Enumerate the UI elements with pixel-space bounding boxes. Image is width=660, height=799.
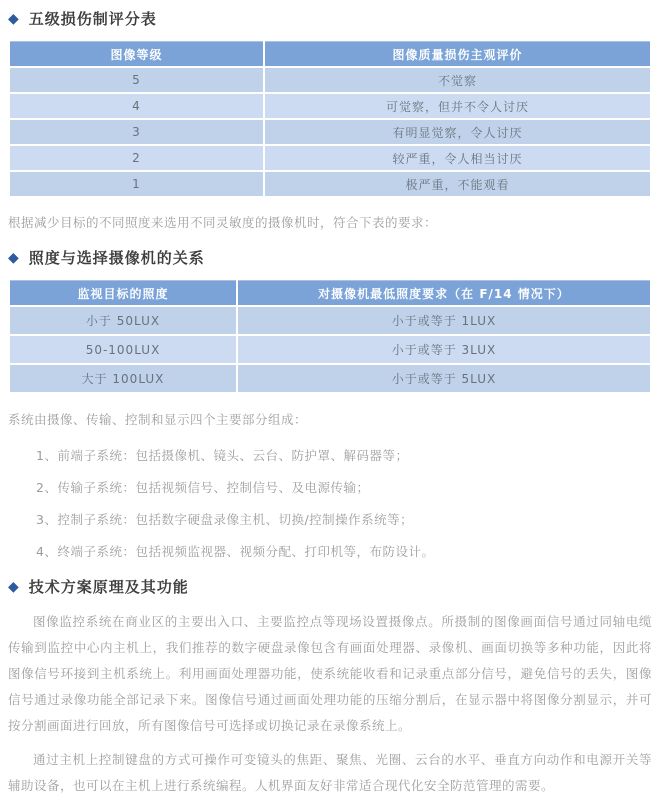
diamond-icon: ◆ (8, 10, 20, 27)
diamond-icon: ◆ (8, 578, 20, 595)
note-paragraph: 根据减少目标的不同照度来选用不同灵敏度的摄像机时，符合下表的要求： (8, 215, 438, 230)
table-cell: 1 (9, 171, 264, 197)
table-header-cell: 图像质量损伤主观评价 (264, 42, 651, 68)
list-item: 4、终端子系统：包括视频监视器、视频分配、打印机等，布防设计。 (36, 544, 435, 559)
diamond-icon: ◆ (8, 249, 20, 266)
section-heading-damage (8, 8, 652, 29)
list-item: 3、控制子系统：包括数字硬盘录像主机、切换/控制操作系统等； (36, 512, 414, 527)
section-heading-tech (8, 576, 652, 597)
table-row (9, 171, 651, 197)
table-cell: 50-100LUX (9, 335, 237, 364)
tech-paragraph-1: 图像监控系统在商业区的主要出入口、主要监控点等现场设置摄像点。所摄制的图像画面信号通过同轴电缆传输到监控中心内主机上，我们推荐的数字硬盘录像包含有画面处理器、录像机、画面切换等多种功能，因此将图像信号环接到主机系统上。利用画面处理器功能，使系统能收看和记录重点部分信号，避免信号的丢失，图像信号通过录像功能全部记录下来。图像信号通过画面处理功能的压缩分割后，在显示器中将图像分割显示，并可按分割画面进行回放，所有图像信号可选择或切换记录在录像系统上。 (8, 614, 652, 733)
table-header-cell: 图像等级 (9, 42, 264, 68)
table-row (9, 364, 651, 393)
section-heading-lux (8, 247, 652, 268)
table-header-cell: 对摄像机最低照度要求（在 F/14 情况下） (237, 281, 651, 307)
system-intro-paragraph: 系统由摄像、传输、控制和显示四个主要部分组成： (8, 412, 308, 427)
list-item: 2、传输子系统：包括视频信号、控制信号、及电源传输； (36, 480, 370, 495)
table-cell: 小于或等于 3LUX (237, 335, 651, 364)
table-cell: 小于 50LUX (9, 306, 237, 335)
table-cell: 有明显觉察，令人讨厌 (264, 119, 651, 145)
table-cell: 极严重，不能观看 (264, 171, 651, 197)
subsystem-list (8, 446, 652, 560)
table-cell: 小于或等于 1LUX (237, 306, 651, 335)
table-cell: 4 (9, 93, 264, 119)
table-header-row (9, 42, 651, 68)
damage-rating-table (8, 41, 652, 198)
table-header-cell: 监视目标的照度 (9, 281, 237, 307)
table-row (9, 335, 651, 364)
table-cell: 5 (9, 67, 264, 93)
table-cell: 可觉察，但并不令人讨厌 (264, 93, 651, 119)
table-cell: 3 (9, 119, 264, 145)
section-heading-lux-label: 照度与选择摄像机的关系 (28, 249, 205, 267)
illumination-table (8, 280, 652, 394)
table-cell: 小于或等于 5LUX (237, 364, 651, 393)
table-cell: 不觉察 (264, 67, 651, 93)
table-header-row (9, 281, 651, 307)
table-cell: 大于 100LUX (9, 364, 237, 393)
table-row (9, 306, 651, 335)
table-cell: 较严重，令人相当讨厌 (264, 145, 651, 171)
section-heading-tech-label: 技术方案原理及其功能 (28, 578, 189, 596)
table-row (9, 145, 651, 171)
section-heading-damage-label: 五级损伤制评分表 (28, 10, 157, 28)
table-row (9, 67, 651, 93)
tech-paragraph-2: 通过主机上控制键盘的方式可操作可变镜头的焦距、聚焦、光圈、云台的水平、垂直方向动作和电源开关等辅助设备，也可以在主机上进行系统编程。人机界面友好非常适合现代化安全防范管理的需要。 (8, 752, 652, 793)
list-item: 1、前端子系统：包括摄像机、镜头、云台、防护罩、解码器等； (36, 448, 409, 463)
table-cell: 2 (9, 145, 264, 171)
table-row (9, 93, 651, 119)
table-row (9, 119, 651, 145)
